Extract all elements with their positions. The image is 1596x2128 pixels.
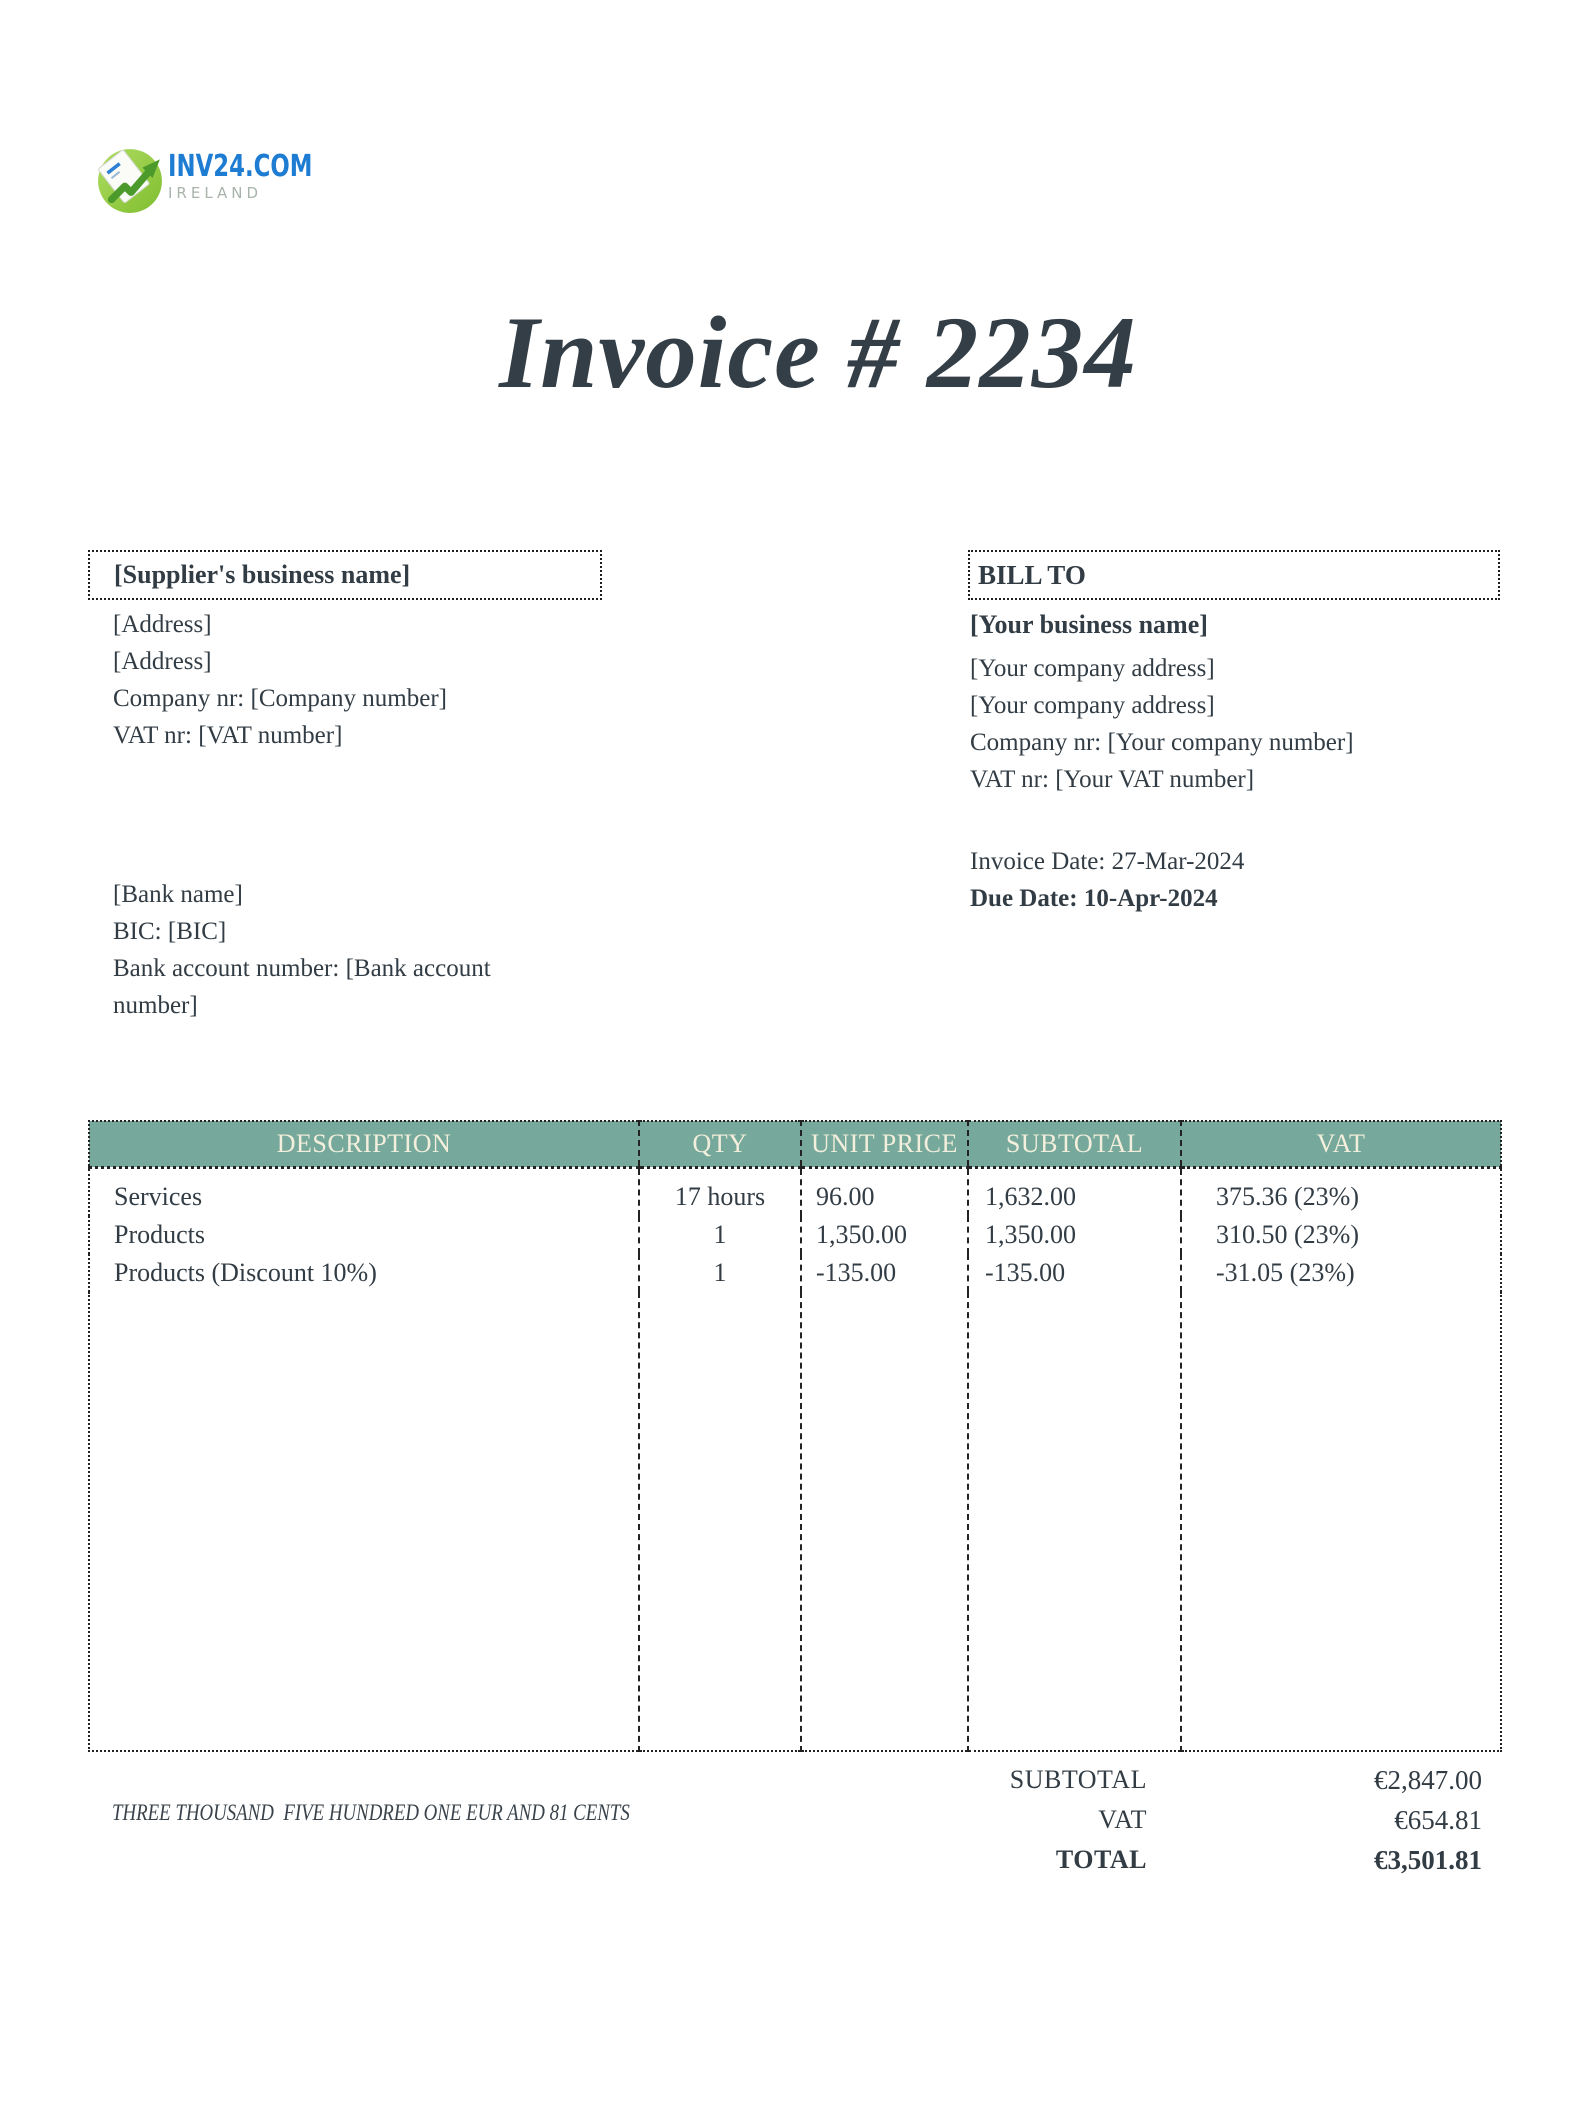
- table-row: [89, 1167, 1501, 1216]
- supplier-details: [113, 606, 583, 754]
- item-description: Products: [114, 1219, 205, 1249]
- item-subtotal: 1,350.00: [968, 1216, 1181, 1254]
- item-unit-price: 1,350.00: [801, 1216, 968, 1254]
- col-header-description: DESCRIPTION: [89, 1121, 639, 1167]
- customer-address-2: [Your company address]: [970, 692, 1215, 719]
- supplier-address-2: [Address]: [113, 648, 212, 675]
- total-value: €3,501.81: [1374, 1844, 1482, 1875]
- customer-name: [Your business name]: [970, 610, 1208, 639]
- item-qty: 1: [639, 1216, 801, 1254]
- logo: [96, 146, 358, 214]
- amount-in-words: THREE THOUSAND FIVE HUNDRED ONE EUR AND 81 CENTS: [112, 1800, 630, 1825]
- customer-vat-number: VAT nr: [Your VAT number]: [970, 766, 1255, 793]
- total-label: TOTAL: [1055, 1845, 1147, 1874]
- table-header-row: [89, 1121, 1501, 1167]
- supplier-address-1: [Address]: [113, 611, 212, 638]
- bill-to-box: [968, 550, 1500, 600]
- invoice-date: Invoice Date: 27-Mar-2024: [970, 848, 1245, 875]
- subtotal-label: SUBTOTAL: [1009, 1765, 1147, 1794]
- bill-to-heading: BILL TO: [978, 560, 1086, 590]
- inv24-logo-icon: [96, 146, 164, 214]
- bank-name: [Bank name]: [113, 881, 243, 908]
- logo-text: [168, 146, 358, 214]
- item-qty: 1: [639, 1254, 801, 1292]
- col-header-unit-price: UNIT PRICE: [801, 1121, 968, 1167]
- supplier-name: [Supplier's business name]: [114, 560, 411, 589]
- item-qty: 17 hours: [639, 1167, 801, 1216]
- item-subtotal: -135.00: [968, 1254, 1181, 1292]
- item-subtotal: 1,632.00: [968, 1167, 1181, 1216]
- invoice-dates: [970, 843, 1510, 917]
- vat-label: VAT: [1098, 1805, 1147, 1834]
- table-row: [89, 1254, 1501, 1292]
- table-filler-row: [89, 1292, 1501, 1752]
- item-vat: -31.05 (23%): [1181, 1254, 1501, 1292]
- customer-address-1: [Your company address]: [970, 655, 1215, 682]
- item-vat: 310.50 (23%): [1181, 1216, 1501, 1254]
- col-header-qty: QTY: [639, 1121, 801, 1167]
- page-title: Invoice # 2234: [499, 296, 1137, 410]
- item-description: Services: [114, 1181, 203, 1211]
- supplier-vat-number: VAT nr: [VAT number]: [113, 722, 343, 749]
- totals-section: [700, 1760, 1482, 1880]
- bank-bic: BIC: [BIC]: [113, 918, 227, 945]
- supplier-name-box: [88, 550, 602, 600]
- vat-row: [700, 1800, 1482, 1840]
- customer-company-number: Company nr: [Your company number]: [970, 729, 1354, 756]
- item-unit-price: -135.00: [801, 1254, 968, 1292]
- due-date: Due Date: 10-Apr-2024: [970, 885, 1218, 912]
- bill-to-details: [970, 606, 1510, 798]
- vat-value: €654.81: [1394, 1804, 1482, 1835]
- logo-region-text: IRELAND: [168, 184, 263, 202]
- col-header-vat: VAT: [1181, 1121, 1501, 1167]
- line-items-table: [88, 1120, 1502, 1752]
- subtotal-value: €2,847.00: [1374, 1764, 1482, 1795]
- total-row: [700, 1840, 1482, 1880]
- item-unit-price: 96.00: [801, 1167, 968, 1216]
- supplier-company-number: Company nr: [Company number]: [113, 685, 447, 712]
- subtotal-row: [700, 1760, 1482, 1800]
- bank-details: [113, 876, 543, 1024]
- col-header-subtotal: SUBTOTAL: [968, 1121, 1181, 1167]
- table-row: [89, 1216, 1501, 1254]
- item-vat: 375.36 (23%): [1181, 1167, 1501, 1216]
- bank-account-number: Bank account number: [Bank account number]: [113, 955, 491, 1019]
- logo-brand-text: INV24.COM: [168, 149, 313, 184]
- item-description: Products (Discount 10%): [114, 1257, 377, 1287]
